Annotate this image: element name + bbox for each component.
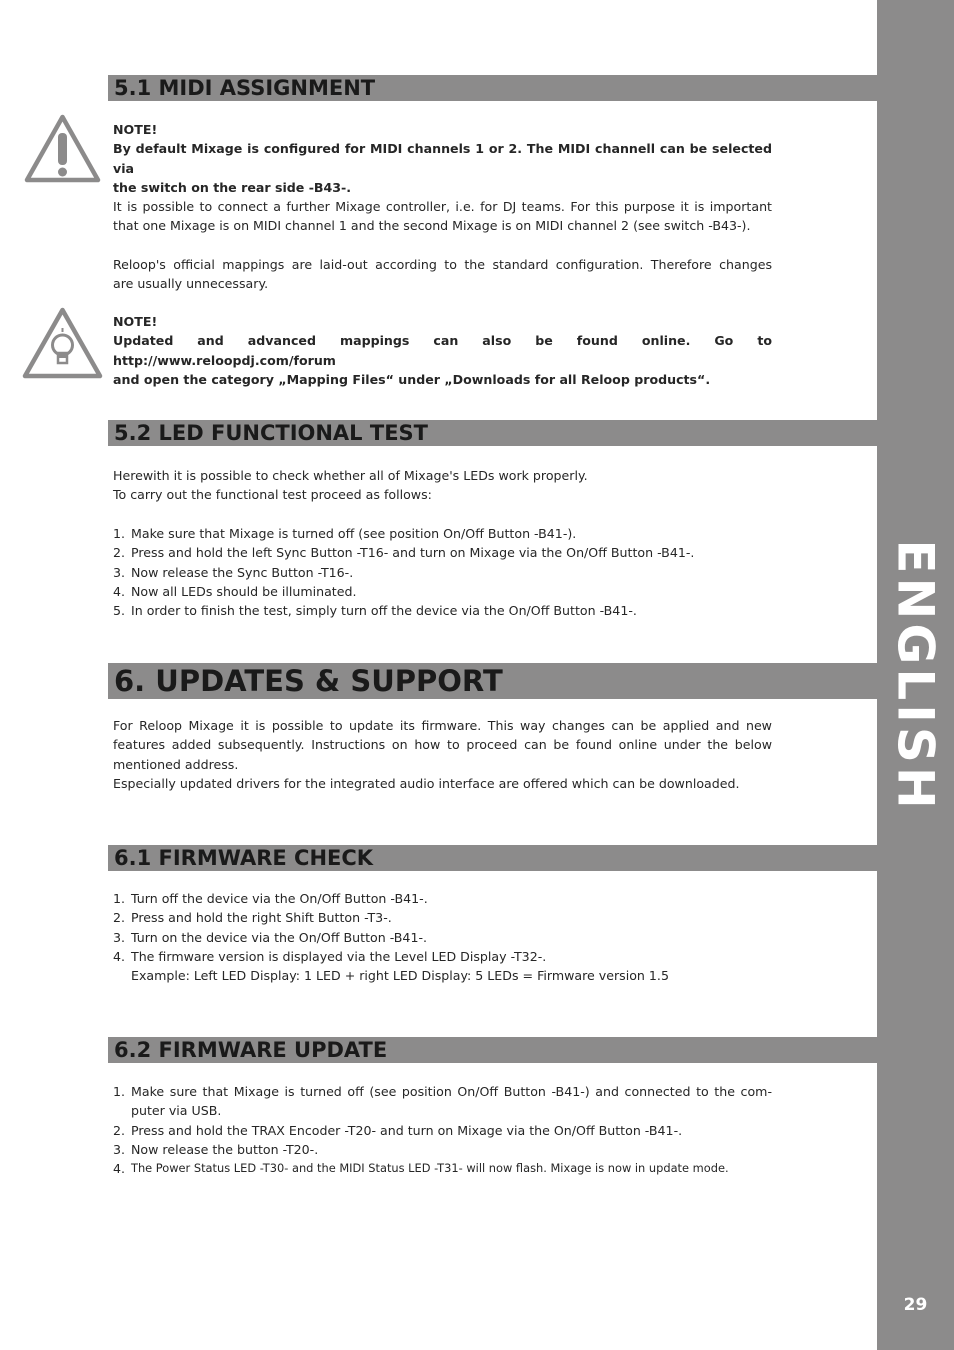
list-item <box>113 947 772 966</box>
list-item <box>113 601 772 620</box>
page-number: 29 <box>903 1295 928 1315</box>
paragraph-line: that one Mixage is on MIDI channel 1 and the second Mixage is on MIDI channel 2 (see switch -B43-). <box>113 218 751 234</box>
example-text: Example: Left LED Display: 1 LED + right LED Display: 5 LEDs = Firmware version 1.5 <box>131 968 669 984</box>
firmware-check-steps <box>113 889 772 985</box>
list-item <box>113 524 772 543</box>
list-item <box>113 1140 772 1159</box>
paragraph-line: For Reloop Mixage it is possible to update its firmware. This way changes can be applied and new <box>113 718 772 733</box>
note-text-line: By default Mixage is configured for MIDI channels 1 or 2. The MIDI channell can be selected via <box>113 141 772 176</box>
section-header-firmware-update <box>108 1037 878 1063</box>
firmware-update-steps <box>113 1082 772 1178</box>
note-label: NOTE! <box>113 122 158 137</box>
list-item <box>113 928 772 947</box>
list-number: 4. <box>113 1161 126 1177</box>
list-item <box>113 1159 772 1178</box>
list-text: Now release the Sync Button -T16-. <box>131 564 354 580</box>
paragraph-line: are usually unnecessary. <box>113 276 269 292</box>
note-tip-block <box>113 312 772 389</box>
list-number: 1. <box>113 526 126 541</box>
list-number: 3. <box>113 564 126 580</box>
paragraph-further-controller <box>113 197 772 236</box>
paragraph-line: Especially updated drivers for the integrated audio interface are offered which can be downloaded. <box>113 775 740 791</box>
list-item <box>113 1082 772 1121</box>
list-item <box>113 1121 772 1140</box>
updates-paragraph <box>113 716 772 793</box>
list-item <box>113 563 772 582</box>
list-item <box>113 582 772 601</box>
section-header-midi-assignment <box>108 75 878 101</box>
section-title: 5.2 LED FUNCTIONAL TEST <box>114 421 428 445</box>
note-label: NOTE! <box>113 314 158 329</box>
list-text: Press and hold the right Shift Button -T3-. <box>131 910 392 926</box>
list-number: 3. <box>113 929 126 945</box>
list-text: Turn off the device via the On/Off Button -B41-. <box>131 891 428 906</box>
section-title: 6.1 FIRMWARE CHECK <box>114 846 374 870</box>
list-text: The firmware version is displayed via the Level LED Display -T32-. <box>131 948 547 964</box>
list-text: Now all LEDs should be illuminated. <box>131 583 357 599</box>
language-label: ENGLISH <box>887 539 945 813</box>
list-number: 4. <box>113 948 126 964</box>
paragraph-line: features added subsequently. Instructions on how to proceed can be found online under the below <box>113 737 772 753</box>
section-header-led-test <box>108 420 878 446</box>
paragraph-line: Herewith it is possible to check whether all of Mixage's LEDs work properly. <box>113 468 588 483</box>
list-text-line: puter via USB. <box>131 1103 222 1119</box>
list-text: Press and hold the left Sync Button -T16- and turn on Mixage via the On/Off Button -B41-. <box>131 545 695 561</box>
list-number: 1. <box>113 1084 126 1099</box>
list-number: 3. <box>113 1141 126 1157</box>
list-text: Press and hold the TRAX Encoder -T20- and turn on Mixage via the On/Off Button -B41-. <box>131 1122 683 1138</box>
list-number: 4. <box>113 583 126 599</box>
list-number: 2. <box>113 1122 126 1138</box>
list-text <box>131 1082 772 1121</box>
led-test-steps <box>113 524 772 620</box>
paragraph-line: mentioned address. <box>113 756 239 772</box>
note-text-line: and open the category „Mapping Files“ under „Downloads for all Reloop products“. <box>113 371 711 387</box>
section-header-firmware-check <box>108 845 878 871</box>
note-text-line: Updated and advanced mappings can also be found online. Go to http://www.reloopdj.com/forum <box>113 333 772 368</box>
language-label-container <box>876 539 954 813</box>
paragraph-line: It is possible to connect a further Mixage controller, i.e. for DJ teams. For this purpose it is important <box>113 199 772 214</box>
lightbulb-triangle-icon <box>21 306 104 380</box>
chapter-title: 6. UPDATES & SUPPORT <box>114 664 503 698</box>
list-item <box>113 966 772 985</box>
list-number: 5. <box>113 603 126 619</box>
note-text-line: the switch on the rear side -B43-. <box>113 179 352 195</box>
list-text-line: Make sure that Mixage is turned off (see position On/Off Button -B41-) and connected to the com- <box>131 1084 772 1099</box>
list-item <box>113 543 772 562</box>
led-test-intro <box>113 466 772 505</box>
list-number: 1. <box>113 891 126 906</box>
list-text: Make sure that Mixage is turned off (see position On/Off Button -B41-). <box>131 526 577 541</box>
section-header-updates-support <box>108 663 878 699</box>
paragraph-official-mappings <box>113 255 772 294</box>
list-number-spacer <box>113 966 131 985</box>
section-title: 5.1 MIDI ASSIGNMENT <box>114 76 376 100</box>
list-number: 2. <box>113 545 126 561</box>
section-title: 6.2 FIRMWARE UPDATE <box>114 1038 388 1062</box>
list-item <box>113 889 772 908</box>
list-item <box>113 908 772 927</box>
note-warning-block <box>113 120 772 197</box>
list-number: 2. <box>113 910 126 926</box>
list-text: Now release the button -T20-. <box>131 1141 319 1157</box>
list-text: In order to finish the test, simply turn off the device via the On/Off Button -B41-. <box>131 603 637 619</box>
paragraph-line: Reloop's official mappings are laid-out according to the standard configuration. Therefore changes <box>113 257 772 272</box>
warning-triangle-icon <box>23 113 102 184</box>
paragraph-line: To carry out the functional test proceed as follows: <box>113 487 432 503</box>
list-text: The Power Status LED -T30- and the MIDI Status LED -T31- will now flash. Mixage is now in update mode. <box>131 1161 729 1176</box>
list-text: Turn on the device via the On/Off Button -B41-. <box>131 929 428 945</box>
